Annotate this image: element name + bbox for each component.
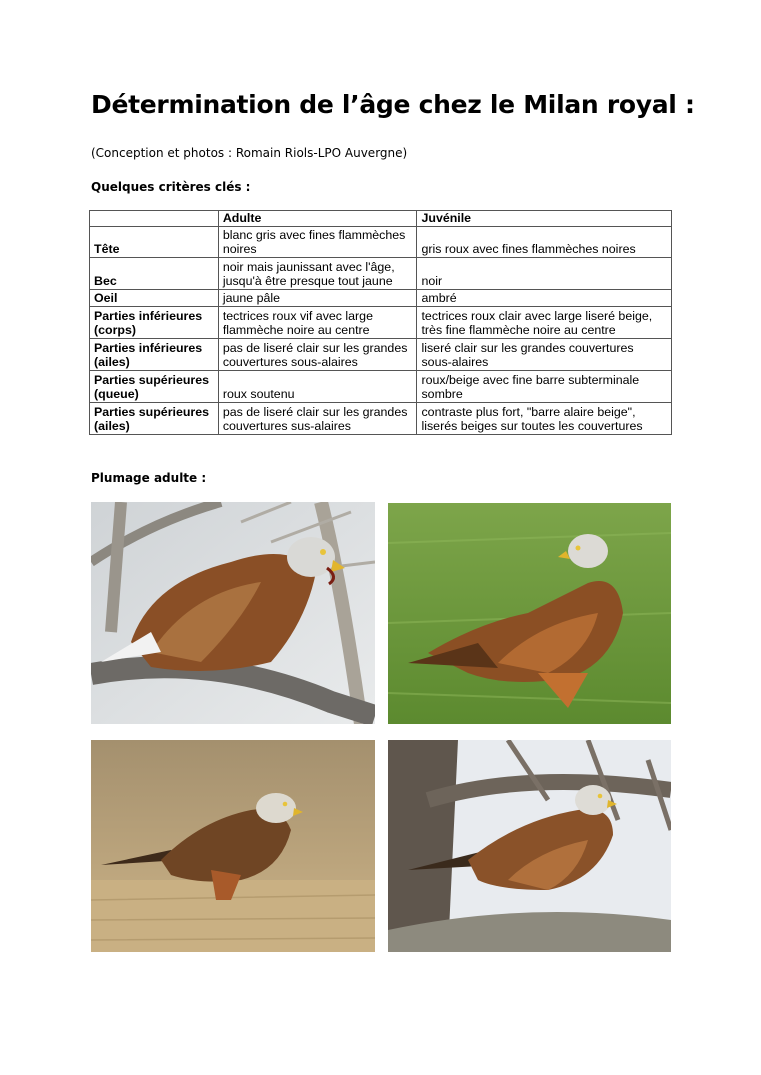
page-title: Détermination de l’âge chez le Milan royal : [91, 90, 695, 119]
row-label: Parties supérieures (queue) [90, 370, 219, 402]
table-row [90, 402, 672, 434]
table-row [90, 338, 672, 370]
row-label: Parties inférieures (corps) [90, 306, 219, 338]
cell-adulte: pas de liseré clair sur les grandes couvertures sus-alaires [218, 402, 417, 434]
table-header-row [90, 211, 672, 227]
photo-adult-perched-calling [91, 502, 375, 724]
cell-juvenile: noir [417, 257, 672, 289]
table-row [90, 306, 672, 338]
criteria-heading: Quelques critères clés : [91, 180, 251, 194]
cell-juvenile: contraste plus fort, "barre alaire beige", liserés beiges sur toutes les couvertures [417, 402, 672, 434]
row-label: Oeil [90, 289, 219, 306]
row-label: Parties supérieures (ailes) [90, 402, 219, 434]
photo-adult-on-field [91, 740, 375, 952]
table-row [90, 289, 672, 306]
row-label: Tête [90, 226, 219, 257]
cell-adulte: roux soutenu [218, 370, 417, 402]
row-label: Parties inférieures (ailes) [90, 338, 219, 370]
cell-adulte: jaune pâle [218, 289, 417, 306]
cell-juvenile: liseré clair sur les grandes couvertures sous-alaires [417, 338, 672, 370]
cell-adulte: tectrices roux vif avec large flammèche noire au centre [218, 306, 417, 338]
photo-adult-on-grass [388, 503, 671, 724]
table-row [90, 257, 672, 289]
header-empty [90, 211, 219, 227]
cell-adulte: noir mais jaunissant avec l'âge, jusqu'à être presque tout jaune [218, 257, 417, 289]
plumage-heading: Plumage adulte : [91, 471, 207, 485]
cell-juvenile: roux/beige avec fine barre subterminale sombre [417, 370, 672, 402]
cell-juvenile: tectrices roux clair avec large liseré beige, très fine flammèche noire au centre [417, 306, 672, 338]
photo-credit: (Conception et photos : Romain Riols-LPO Auvergne) [91, 146, 408, 160]
cell-juvenile: gris roux avec fines flammèches noires [417, 226, 672, 257]
cell-juvenile: ambré [417, 289, 672, 306]
cell-adulte: blanc gris avec fines flammèches noires [218, 226, 417, 257]
table-row [90, 226, 672, 257]
row-label: Bec [90, 257, 219, 289]
header-juvenile: Juvénile [417, 211, 672, 227]
photo-adult-in-tree [388, 740, 671, 952]
header-adulte: Adulte [218, 211, 417, 227]
criteria-table [89, 210, 672, 435]
table-row [90, 370, 672, 402]
cell-adulte: pas de liseré clair sur les grandes couvertures sous-alaires [218, 338, 417, 370]
